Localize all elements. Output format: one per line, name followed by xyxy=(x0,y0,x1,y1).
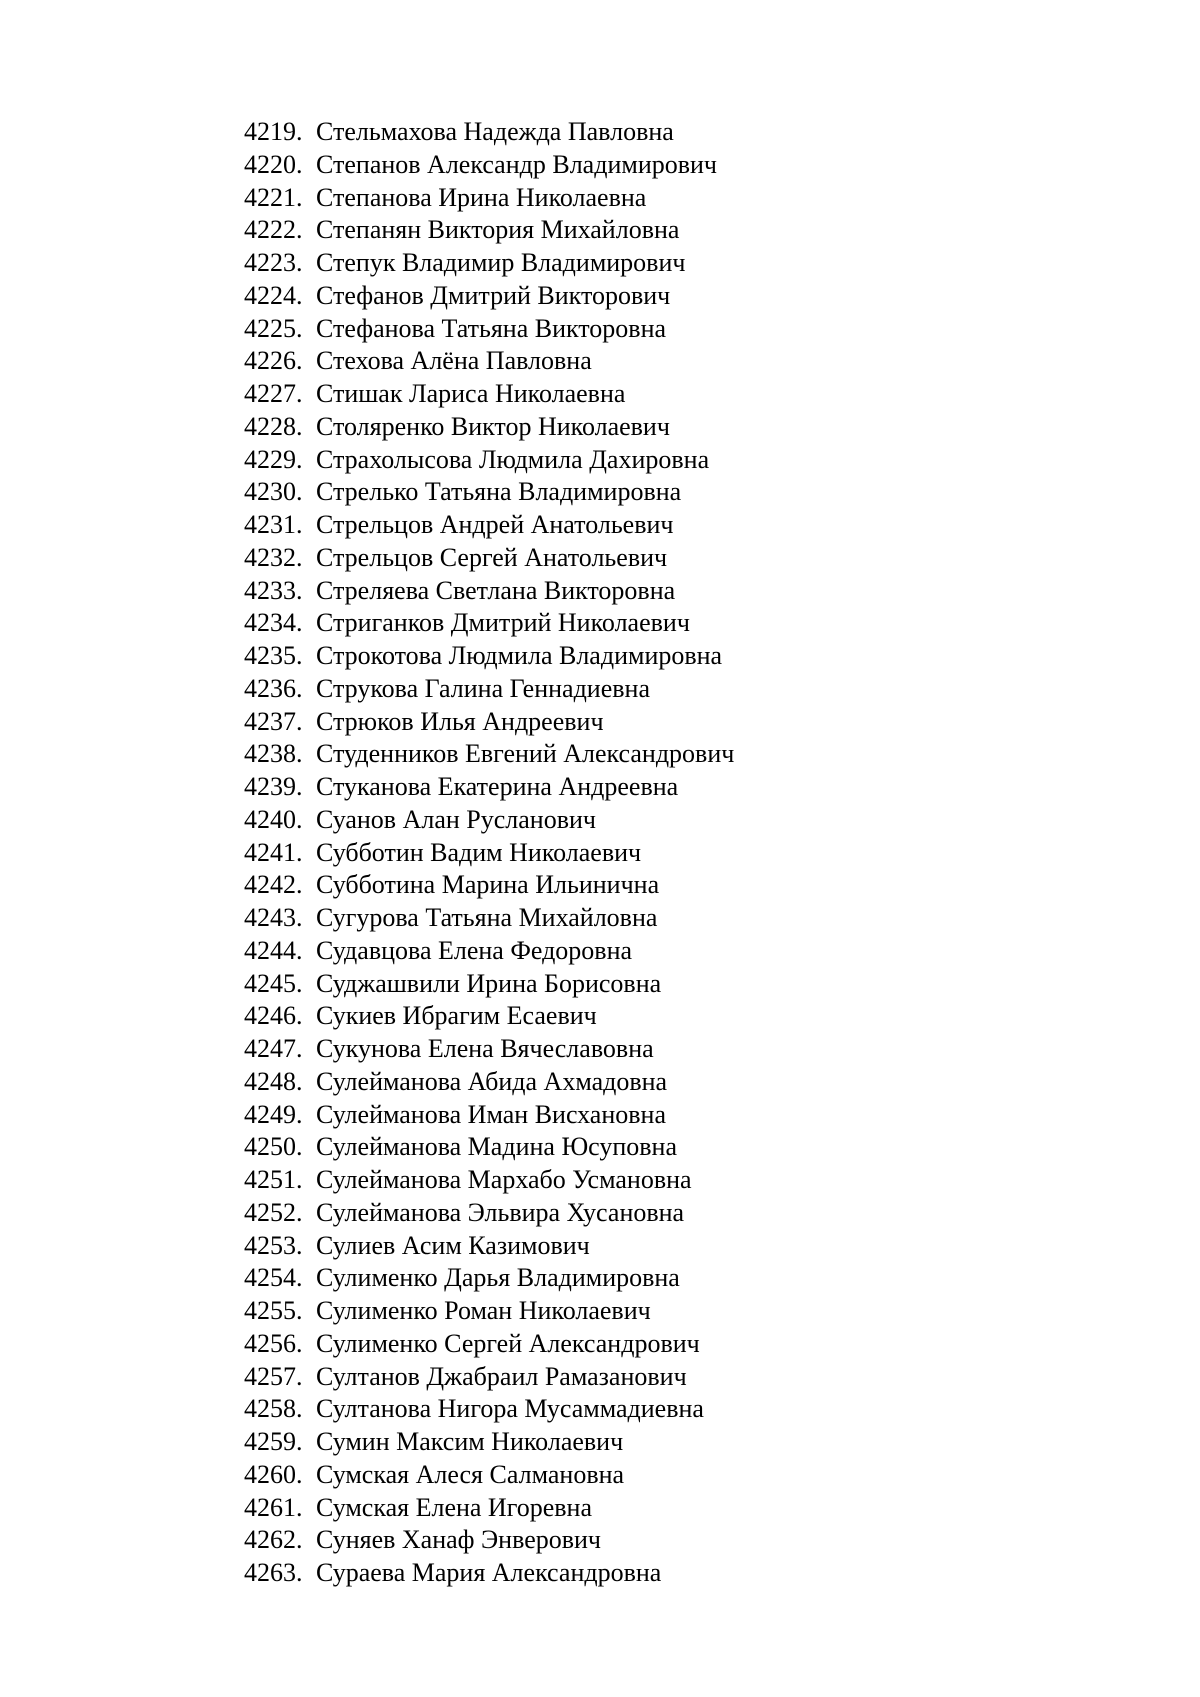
entry-number: 4225. xyxy=(244,313,303,343)
entry-number: 4234. xyxy=(244,608,303,638)
entry-name: Сукиев Ибрагим Есаевич xyxy=(316,1001,597,1031)
entry-number: 4231. xyxy=(244,510,303,539)
entry-number: 4223. xyxy=(244,248,303,277)
entry-name: Суняев Ханаф Энверович xyxy=(316,1525,602,1555)
entry-name: Столяренко Виктор Николаевич xyxy=(316,411,670,441)
entry-name: Сулейманова Иман Висхановна xyxy=(316,1099,666,1129)
entry-number: 4255. xyxy=(244,1296,303,1325)
entry-name: Сулиев Асим Казимович xyxy=(316,1230,590,1260)
entry-number: 4258. xyxy=(244,1394,303,1424)
list-item xyxy=(244,837,734,870)
entry-name: Сулименко Роман Николаевич xyxy=(316,1296,651,1325)
entry-name: Страхолысова Людмила Дахировна xyxy=(316,444,710,474)
entry-number: 4245. xyxy=(244,968,303,998)
entry-name: Степанова Ирина Николаевна xyxy=(316,182,647,212)
list-item xyxy=(244,116,734,149)
list-item xyxy=(244,1557,734,1590)
entry-number: 4259. xyxy=(244,1427,303,1456)
entry-number: 4236. xyxy=(244,673,303,703)
entry-number: 4243. xyxy=(244,903,303,932)
entry-number: 4221. xyxy=(244,182,303,212)
entry-name: Сулейманова Абида Ахмадовна xyxy=(316,1066,668,1096)
entry-number: 4249. xyxy=(244,1099,303,1129)
list-item xyxy=(244,902,734,935)
entry-number: 4238. xyxy=(244,739,303,769)
entry-name: Стишак Лариса Николаевна xyxy=(316,379,626,408)
entry-number: 4252. xyxy=(244,1197,303,1227)
entry-number: 4246. xyxy=(244,1001,303,1031)
list-item xyxy=(244,968,734,1001)
entry-number: 4237. xyxy=(244,706,303,736)
entry-name: Султанова Нигора Мусаммадиевна xyxy=(316,1394,704,1424)
entry-name: Стрельцов Андрей Анатольевич xyxy=(316,510,674,539)
list-item xyxy=(244,1033,734,1066)
list-item xyxy=(244,575,734,608)
list-item xyxy=(244,214,734,247)
entry-name: Стельмахова Надежда Павловна xyxy=(316,117,674,146)
entry-number: 4224. xyxy=(244,280,303,310)
list-item xyxy=(244,640,734,673)
entry-name: Суджашвили Ирина Борисовна xyxy=(316,968,662,998)
entry-number: 4241. xyxy=(244,837,303,867)
entry-number: 4260. xyxy=(244,1459,303,1489)
entry-number: 4256. xyxy=(244,1328,303,1358)
entry-number: 4220. xyxy=(244,149,303,179)
list-item xyxy=(244,1361,734,1394)
list-item xyxy=(244,1197,734,1230)
list-item xyxy=(244,1131,734,1164)
entry-number: 4250. xyxy=(244,1132,303,1162)
list-item xyxy=(244,1524,734,1557)
entry-name: Субботин Вадим Николаевич xyxy=(316,837,642,867)
entry-number: 4228. xyxy=(244,411,303,441)
entry-name: Степук Владимир Владимирович xyxy=(316,248,686,277)
list-item xyxy=(244,935,734,968)
entry-name: Стрюков Илья Андреевич xyxy=(316,706,604,736)
list-item xyxy=(244,378,734,411)
list-item xyxy=(244,542,734,575)
entry-number: 4244. xyxy=(244,935,303,965)
entry-name: Сулименко Дарья Владимировна xyxy=(316,1263,680,1293)
name-list xyxy=(244,116,734,1590)
list-item xyxy=(244,869,734,902)
entry-number: 4253. xyxy=(244,1230,303,1260)
list-item xyxy=(244,509,734,542)
list-item xyxy=(244,607,734,640)
list-item xyxy=(244,411,734,444)
list-item xyxy=(244,1164,734,1197)
entry-number: 4262. xyxy=(244,1525,303,1555)
entry-name: Стриганков Дмитрий Николаевич xyxy=(316,608,690,638)
entry-name: Суанов Алан Русланович xyxy=(316,804,596,834)
entry-name: Сураева Мария Александровна xyxy=(316,1558,662,1587)
list-item xyxy=(244,706,734,739)
entry-name: Сумин Максим Николаевич xyxy=(316,1427,624,1456)
entry-name: Сулейманова Эльвира Хусановна xyxy=(316,1197,685,1227)
list-item xyxy=(244,1393,734,1426)
entry-name: Сулименко Сергей Александрович xyxy=(316,1328,700,1358)
list-item xyxy=(244,1262,734,1295)
entry-number: 4230. xyxy=(244,477,303,507)
entry-number: 4235. xyxy=(244,641,303,670)
entry-name: Строкотова Людмила Владимировна xyxy=(316,641,723,670)
entry-number: 4233. xyxy=(244,575,303,605)
list-item xyxy=(244,1066,734,1099)
entry-name: Субботина Марина Ильинична xyxy=(316,870,660,900)
entry-name: Стрельцов Сергей Анатольевич xyxy=(316,542,668,572)
entry-name: Стреляева Светлана Викторовна xyxy=(316,575,676,605)
list-item xyxy=(244,1230,734,1263)
list-item xyxy=(244,280,734,313)
list-item xyxy=(244,771,734,804)
list-item xyxy=(244,673,734,706)
entry-number: 4226. xyxy=(244,346,303,376)
list-item xyxy=(244,738,734,771)
entry-number: 4248. xyxy=(244,1066,303,1096)
list-item xyxy=(244,182,734,215)
entry-name: Степанов Александр Владимирович xyxy=(316,149,717,179)
entry-number: 4240. xyxy=(244,804,303,834)
list-item xyxy=(244,1099,734,1132)
entry-number: 4251. xyxy=(244,1165,303,1194)
list-item xyxy=(244,247,734,280)
entry-number: 4232. xyxy=(244,542,303,572)
list-item xyxy=(244,1295,734,1328)
entry-number: 4257. xyxy=(244,1361,303,1391)
list-item xyxy=(244,149,734,182)
entry-name: Стефанова Татьяна Викторовна xyxy=(316,313,667,343)
entry-name: Судавцова Елена Федоровна xyxy=(316,935,633,965)
entry-name: Стрелько Татьяна Владимировна xyxy=(316,477,682,507)
entry-name: Султанов Джабраил Рамазанович xyxy=(316,1361,687,1391)
entry-name: Степанян Виктория Михайловна xyxy=(316,215,680,245)
list-item xyxy=(244,345,734,378)
entry-number: 4247. xyxy=(244,1034,303,1063)
list-item xyxy=(244,1328,734,1361)
entry-number: 4254. xyxy=(244,1263,303,1293)
entry-number: 4242. xyxy=(244,870,303,900)
list-item xyxy=(244,444,734,477)
entry-number: 4227. xyxy=(244,379,303,408)
list-item xyxy=(244,476,734,509)
entry-name: Стехова Алёна Павловна xyxy=(316,346,592,376)
list-item xyxy=(244,313,734,346)
entry-name: Струкова Галина Геннадиевна xyxy=(316,673,650,703)
list-item xyxy=(244,1000,734,1033)
entry-name: Сукунова Елена Вячеславовна xyxy=(316,1034,654,1063)
list-item xyxy=(244,804,734,837)
entry-number: 4219. xyxy=(244,117,303,146)
entry-name: Сулейманова Мархабо Усмановна xyxy=(316,1165,692,1194)
entry-name: Сумская Елена Игоревна xyxy=(316,1492,592,1522)
entry-number: 4229. xyxy=(244,444,303,474)
entry-name: Стефанов Дмитрий Викторович xyxy=(316,280,671,310)
entry-name: Студенников Евгений Александрович xyxy=(316,739,735,769)
list-item xyxy=(244,1426,734,1459)
list-item xyxy=(244,1459,734,1492)
entry-number: 4261. xyxy=(244,1492,303,1522)
entry-name: Сулейманова Мадина Юсуповна xyxy=(316,1132,678,1162)
entry-number: 4263. xyxy=(244,1558,303,1587)
entry-number: 4222. xyxy=(244,215,303,245)
entry-name: Стуканова Екатерина Андреевна xyxy=(316,772,679,801)
entry-number: 4239. xyxy=(244,772,303,801)
list-item xyxy=(244,1492,734,1525)
entry-name: Сумская Алеся Салмановна xyxy=(316,1459,625,1489)
entry-name: Сугурова Татьяна Михайловна xyxy=(316,903,658,932)
